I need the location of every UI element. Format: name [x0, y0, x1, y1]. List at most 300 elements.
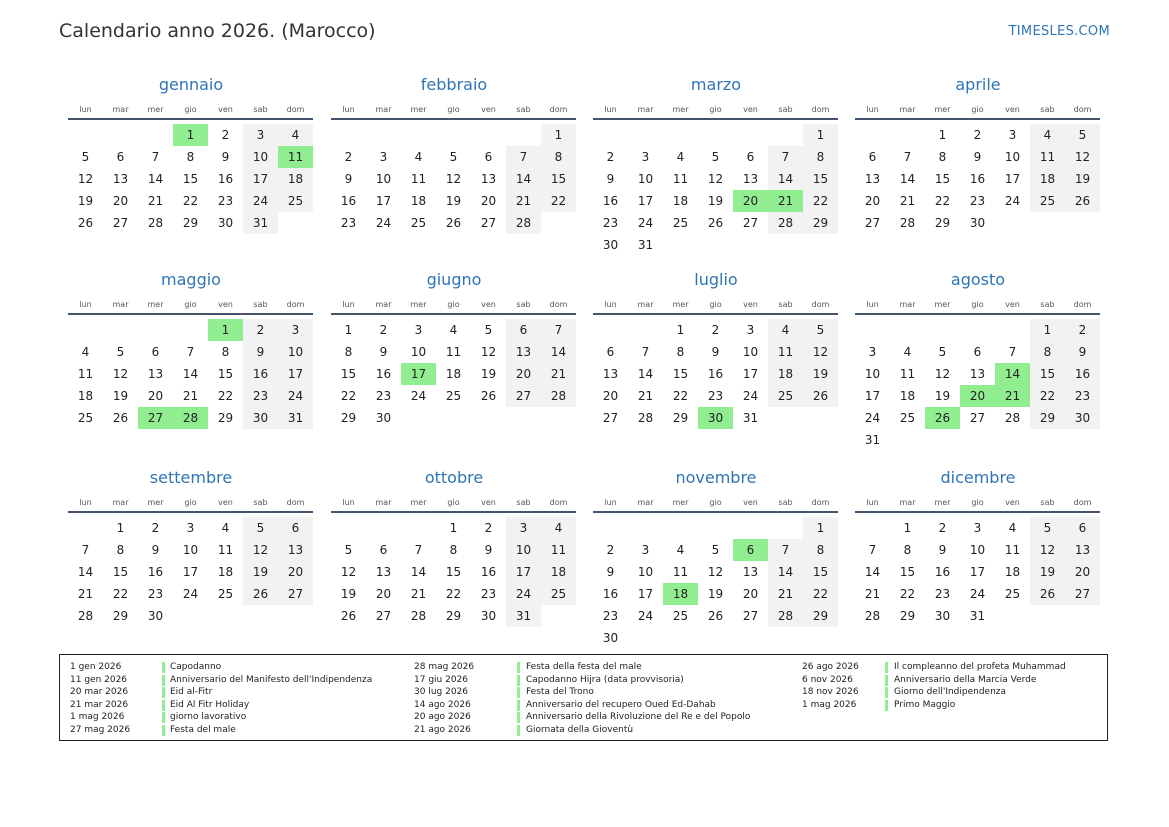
month-title: luglio — [694, 270, 738, 289]
day-cell: 3 — [641, 543, 650, 557]
day-cell: 13 — [864, 172, 881, 186]
day-cell: 19 — [1074, 172, 1091, 186]
day-grid — [68, 517, 314, 657]
legend-marker — [885, 662, 888, 673]
legend-column — [70, 661, 400, 736]
day-cell: 20 — [742, 587, 759, 601]
day-cell: 10 — [1004, 150, 1021, 164]
day-cell: 29 — [934, 216, 951, 230]
day-cell: 17 — [742, 367, 759, 381]
legend-holiday-name: Festa del Trono — [526, 687, 594, 697]
holiday-day-cell: 30 — [698, 407, 733, 429]
day-cell: 5 — [81, 150, 90, 164]
day-cell: 27 — [742, 609, 759, 623]
month-novembre — [593, 468, 839, 664]
day-cell: 10 — [969, 543, 986, 557]
day-cell: 12 — [707, 565, 724, 579]
day-cell: 29 — [112, 609, 129, 623]
day-cell: 19 — [812, 367, 829, 381]
day-cell: 4 — [81, 345, 90, 359]
day-cell: 18 — [550, 565, 567, 579]
day-cell: 6 — [746, 150, 755, 164]
day-cell: 10 — [410, 345, 427, 359]
month-title: marzo — [690, 75, 742, 94]
legend-holiday-name: Eid Al Fitr Holiday — [170, 699, 250, 710]
day-cell: 19 — [480, 367, 497, 381]
day-cell: 10 — [742, 345, 759, 359]
day-cell: 14 — [147, 172, 164, 186]
header-rule — [68, 511, 313, 513]
day-cell: 8 — [186, 150, 195, 164]
month-title: maggio — [161, 270, 221, 289]
day-cell: 24 — [742, 389, 759, 403]
day-cell: 2 — [256, 323, 265, 337]
day-cell: 18 — [1039, 172, 1056, 186]
weekday-label: sab — [516, 498, 531, 507]
day-cell: 23 — [147, 587, 164, 601]
header-rule — [331, 118, 576, 120]
legend-marker — [517, 725, 520, 736]
day-cell: 8 — [221, 345, 230, 359]
day-cell: 16 — [147, 565, 164, 579]
weekday-label: lun — [604, 300, 617, 309]
weekday-label: gio — [971, 498, 984, 507]
day-cell: 3 — [291, 323, 300, 337]
legend-date: 6 nov 2026 — [802, 674, 853, 685]
day-cell: 7 — [868, 543, 877, 557]
weekday-label: mar — [637, 498, 654, 507]
day-cell: 12 — [340, 565, 357, 579]
day-cell: 4 — [781, 323, 790, 337]
month-marzo — [593, 75, 839, 271]
legend-date: 18 nov 2026 — [802, 687, 859, 697]
day-cell: 20 — [375, 587, 392, 601]
day-grid — [855, 124, 1101, 264]
day-cell: 4 — [449, 323, 458, 337]
day-cell: 4 — [221, 521, 230, 535]
day-cell: 22 — [812, 587, 829, 601]
legend-item — [802, 699, 1132, 712]
legend-date: 1 gen 2026 — [70, 662, 122, 672]
month-title: agosto — [950, 270, 1006, 289]
legend-marker — [885, 700, 888, 711]
header-rule — [855, 118, 1100, 120]
legend-marker — [885, 687, 888, 698]
day-cell: 26 — [707, 609, 724, 623]
weekday-label: mer — [672, 105, 689, 114]
day-cell: 5 — [256, 521, 265, 535]
day-cell: 7 — [414, 543, 423, 557]
day-cell: 23 — [602, 216, 619, 230]
day-cell: 17 — [252, 172, 269, 186]
day-cell: 9 — [606, 172, 615, 186]
day-cell: 23 — [252, 389, 269, 403]
month-title: ottobre — [424, 468, 484, 487]
day-grid — [593, 124, 839, 264]
day-cell: 24 — [515, 587, 532, 601]
weekday-label: mer — [672, 300, 689, 309]
day-cell: 13 — [147, 367, 164, 381]
legend-column — [802, 661, 1132, 711]
day-cell: 6 — [606, 345, 615, 359]
weekday-label: sab — [253, 300, 268, 309]
day-cell: 14 — [410, 565, 427, 579]
day-cell: 3 — [186, 521, 195, 535]
day-cell: 13 — [480, 172, 497, 186]
day-cell: 27 — [287, 587, 304, 601]
month-gennaio — [68, 75, 314, 271]
day-cell: 3 — [973, 521, 982, 535]
day-cell: 13 — [1074, 543, 1091, 557]
day-cell: 17 — [637, 587, 654, 601]
legend-holiday-name: Anniversario del recupero Oued Ed-Dahab — [526, 699, 716, 710]
day-cell: 13 — [375, 565, 392, 579]
day-cell: 30 — [147, 609, 164, 623]
weekday-header — [68, 300, 314, 312]
weekday-label: mar — [375, 300, 392, 309]
day-cell: 9 — [973, 150, 982, 164]
holiday-day-cell: 1 — [208, 319, 243, 341]
weekday-label: mer — [672, 498, 689, 507]
legend-marker — [517, 687, 520, 698]
day-cell: 3 — [519, 521, 528, 535]
holiday-day-cell: 1 — [173, 124, 208, 146]
day-cell: 1 — [554, 128, 563, 142]
day-cell: 16 — [340, 194, 357, 208]
day-cell: 29 — [812, 216, 829, 230]
day-cell: 23 — [217, 194, 234, 208]
day-cell: 19 — [77, 194, 94, 208]
holiday-day-cell: 21 — [768, 190, 803, 212]
weekday-label: mer — [410, 498, 427, 507]
legend-marker — [517, 712, 520, 723]
legend-item — [802, 686, 1132, 699]
holiday-day-cell: 18 — [663, 583, 698, 605]
day-cell: 28 — [77, 609, 94, 623]
holiday-day-cell: 14 — [995, 363, 1030, 385]
day-cell: 25 — [777, 389, 794, 403]
legend-date: 14 ago 2026 — [414, 699, 471, 710]
weekday-label: dom — [1073, 300, 1092, 309]
day-cell: 2 — [344, 150, 353, 164]
day-cell: 23 — [969, 194, 986, 208]
day-cell: 26 — [812, 389, 829, 403]
day-cell: 4 — [676, 543, 685, 557]
day-cell: 1 — [344, 323, 353, 337]
legend-item — [70, 674, 400, 687]
day-cell: 30 — [602, 631, 619, 645]
day-cell: 3 — [1008, 128, 1017, 142]
day-cell: 2 — [484, 521, 493, 535]
legend-marker — [162, 725, 165, 736]
day-cell: 16 — [1074, 367, 1091, 381]
day-cell: 10 — [637, 565, 654, 579]
day-cell: 24 — [637, 609, 654, 623]
holiday-day-cell: 21 — [995, 385, 1030, 407]
day-cell: 24 — [375, 216, 392, 230]
legend-marker — [517, 700, 520, 711]
legend-date: 20 ago 2026 — [414, 712, 471, 722]
legend-item — [414, 699, 744, 712]
day-cell: 5 — [938, 345, 947, 359]
day-cell: 26 — [480, 389, 497, 403]
day-cell: 17 — [637, 194, 654, 208]
day-cell: 16 — [934, 565, 951, 579]
legend-date: 21 ago 2026 — [414, 724, 471, 735]
day-cell: 11 — [410, 172, 427, 186]
day-cell: 31 — [515, 609, 532, 623]
legend-marker — [162, 662, 165, 673]
day-cell: 31 — [742, 411, 759, 425]
day-cell: 20 — [515, 367, 532, 381]
day-cell: 8 — [903, 543, 912, 557]
weekday-header — [855, 300, 1101, 312]
day-cell: 12 — [77, 172, 94, 186]
day-grid — [68, 124, 314, 264]
month-agosto — [855, 270, 1101, 466]
day-cell: 21 — [864, 587, 881, 601]
day-cell: 25 — [287, 194, 304, 208]
day-cell: 13 — [112, 172, 129, 186]
day-cell: 9 — [606, 565, 615, 579]
day-cell: 22 — [899, 587, 916, 601]
day-cell: 18 — [410, 194, 427, 208]
weekday-label: sab — [1040, 498, 1055, 507]
day-cell: 13 — [969, 367, 986, 381]
weekday-label: ven — [1005, 498, 1020, 507]
day-cell: 27 — [515, 389, 532, 403]
day-cell: 22 — [445, 587, 462, 601]
day-cell: 4 — [676, 150, 685, 164]
legend-holiday-name: Capodanno — [170, 662, 222, 672]
weekday-header — [68, 498, 314, 510]
day-cell: 1 — [938, 128, 947, 142]
day-cell: 25 — [550, 587, 567, 601]
day-cell: 13 — [287, 543, 304, 557]
legend-column — [414, 661, 751, 736]
day-cell: 19 — [252, 565, 269, 579]
day-cell: 25 — [1004, 587, 1021, 601]
day-cell: 9 — [344, 172, 353, 186]
weekday-label: dom — [1073, 498, 1092, 507]
weekday-header — [331, 105, 577, 117]
day-cell: 28 — [777, 609, 794, 623]
day-cell: 21 — [515, 194, 532, 208]
day-cell: 17 — [515, 565, 532, 579]
day-cell: 3 — [641, 150, 650, 164]
day-cell: 6 — [151, 345, 160, 359]
weekday-label: mar — [375, 498, 392, 507]
month-ottobre — [331, 468, 577, 664]
weekday-label: mer — [934, 498, 951, 507]
day-cell: 16 — [969, 172, 986, 186]
day-cell: 21 — [182, 389, 199, 403]
day-cell: 25 — [77, 411, 94, 425]
day-cell: 23 — [1074, 389, 1091, 403]
day-cell: 21 — [410, 587, 427, 601]
day-cell: 27 — [864, 216, 881, 230]
weekday-label: dom — [286, 498, 305, 507]
day-cell: 25 — [217, 587, 234, 601]
legend-item — [414, 686, 744, 699]
weekday-label: mar — [899, 498, 916, 507]
day-grid — [331, 319, 577, 459]
day-cell: 28 — [864, 609, 881, 623]
day-cell: 1 — [116, 521, 125, 535]
month-title: giugno — [426, 270, 482, 289]
weekday-label: ven — [481, 300, 496, 309]
day-grid — [593, 517, 839, 657]
day-cell: 11 — [672, 565, 689, 579]
day-cell: 5 — [711, 150, 720, 164]
day-cell: 3 — [256, 128, 265, 142]
weekday-label: gio — [447, 300, 460, 309]
legend-holiday-name: Anniversario del Manifesto dell'Indipendenza — [170, 674, 373, 685]
legend-date: 21 mar 2026 — [70, 699, 129, 710]
day-cell: 30 — [602, 238, 619, 252]
weekday-header — [593, 105, 839, 117]
day-cell: 8 — [449, 543, 458, 557]
legend-date: 30 lug 2026 — [414, 687, 468, 697]
day-cell: 14 — [777, 565, 794, 579]
weekday-label: mar — [112, 498, 129, 507]
brand-link[interactable]: TIMESLES.COM — [1008, 24, 1110, 39]
day-cell: 4 — [554, 521, 563, 535]
day-cell: 26 — [340, 609, 357, 623]
weekday-label: sab — [516, 105, 531, 114]
header-rule — [593, 313, 838, 315]
weekday-label: sab — [778, 300, 793, 309]
legend-item — [70, 711, 400, 724]
weekday-label: mer — [147, 300, 164, 309]
day-cell: 9 — [221, 150, 230, 164]
weekday-label: mar — [637, 300, 654, 309]
weekday-header — [68, 105, 314, 117]
legend-date: 1 mag 2026 — [70, 712, 125, 722]
holiday-day-cell: 26 — [925, 407, 960, 429]
day-cell: 30 — [934, 609, 951, 623]
day-cell: 2 — [1078, 323, 1087, 337]
day-cell: 16 — [602, 587, 619, 601]
legend-holiday-name: Il compleanno del profeta Muhammad — [894, 662, 1066, 672]
day-cell: 11 — [672, 172, 689, 186]
day-cell: 5 — [344, 543, 353, 557]
day-cell: 1 — [676, 323, 685, 337]
day-cell: 20 — [147, 389, 164, 403]
day-cell: 22 — [550, 194, 567, 208]
day-cell: 14 — [77, 565, 94, 579]
day-cell: 22 — [182, 194, 199, 208]
weekday-label: ven — [743, 498, 758, 507]
weekday-label: sab — [778, 498, 793, 507]
day-cell: 22 — [1039, 389, 1056, 403]
weekday-label: dom — [549, 105, 568, 114]
legend-date: 11 gen 2026 — [70, 674, 128, 685]
legend-marker — [162, 712, 165, 723]
day-cell: 14 — [182, 367, 199, 381]
day-cell: 11 — [217, 543, 234, 557]
weekday-label: gio — [447, 105, 460, 114]
day-cell: 28 — [550, 389, 567, 403]
day-cell: 16 — [375, 367, 392, 381]
day-cell: 13 — [602, 367, 619, 381]
day-cell: 30 — [375, 411, 392, 425]
day-cell: 29 — [672, 411, 689, 425]
day-cell: 21 — [777, 587, 794, 601]
day-cell: 13 — [742, 172, 759, 186]
header-rule — [855, 313, 1100, 315]
header-rule — [855, 511, 1100, 513]
legend-holiday-name: Anniversario della Marcia Verde — [894, 674, 1037, 685]
day-cell: 6 — [116, 150, 125, 164]
day-cell: 19 — [340, 587, 357, 601]
legend-holiday-name: Primo Maggio — [894, 699, 956, 710]
day-cell: 18 — [445, 367, 462, 381]
weekday-label: dom — [811, 105, 830, 114]
month-title: settembre — [149, 468, 233, 487]
legend-item — [414, 661, 744, 674]
day-cell: 18 — [77, 389, 94, 403]
day-cell: 7 — [81, 543, 90, 557]
weekday-label: mar — [899, 105, 916, 114]
day-cell: 23 — [602, 609, 619, 623]
weekday-label: lun — [866, 498, 879, 507]
day-cell: 12 — [934, 367, 951, 381]
day-cell: 12 — [112, 367, 129, 381]
day-cell: 26 — [445, 216, 462, 230]
weekday-label: lun — [866, 300, 879, 309]
weekday-label: dom — [549, 498, 568, 507]
day-cell: 30 — [480, 609, 497, 623]
weekday-label: lun — [342, 498, 355, 507]
day-cell: 23 — [340, 216, 357, 230]
day-cell: 7 — [186, 345, 195, 359]
day-cell: 18 — [1004, 565, 1021, 579]
day-cell: 2 — [711, 323, 720, 337]
legend-holiday-name: Eid al-Fitr — [170, 687, 213, 697]
day-cell: 29 — [812, 609, 829, 623]
day-cell: 11 — [1004, 543, 1021, 557]
day-cell: 24 — [287, 389, 304, 403]
day-cell: 11 — [899, 367, 916, 381]
day-cell: 10 — [252, 150, 269, 164]
day-cell: 3 — [414, 323, 423, 337]
day-cell: 12 — [707, 172, 724, 186]
legend-holiday-name: Giornata della Gioventù — [526, 724, 634, 735]
day-cell: 9 — [256, 345, 265, 359]
weekday-label: ven — [1005, 105, 1020, 114]
day-cell: 27 — [112, 216, 129, 230]
day-cell: 30 — [252, 411, 269, 425]
day-cell: 4 — [291, 128, 300, 142]
day-cell: 3 — [868, 345, 877, 359]
day-cell: 5 — [116, 345, 125, 359]
legend-marker — [885, 675, 888, 686]
day-cell: 14 — [515, 172, 532, 186]
weekday-label: mar — [112, 300, 129, 309]
day-cell: 22 — [112, 587, 129, 601]
day-cell: 29 — [1039, 411, 1056, 425]
day-cell: 30 — [217, 216, 234, 230]
day-cell: 13 — [515, 345, 532, 359]
legend-item — [70, 686, 400, 699]
day-cell: 31 — [864, 433, 881, 447]
legend-date: 17 giu 2026 — [414, 674, 468, 685]
weekday-label: dom — [811, 498, 830, 507]
day-grid — [68, 319, 314, 459]
day-cell: 2 — [606, 543, 615, 557]
weekday-label: sab — [253, 105, 268, 114]
